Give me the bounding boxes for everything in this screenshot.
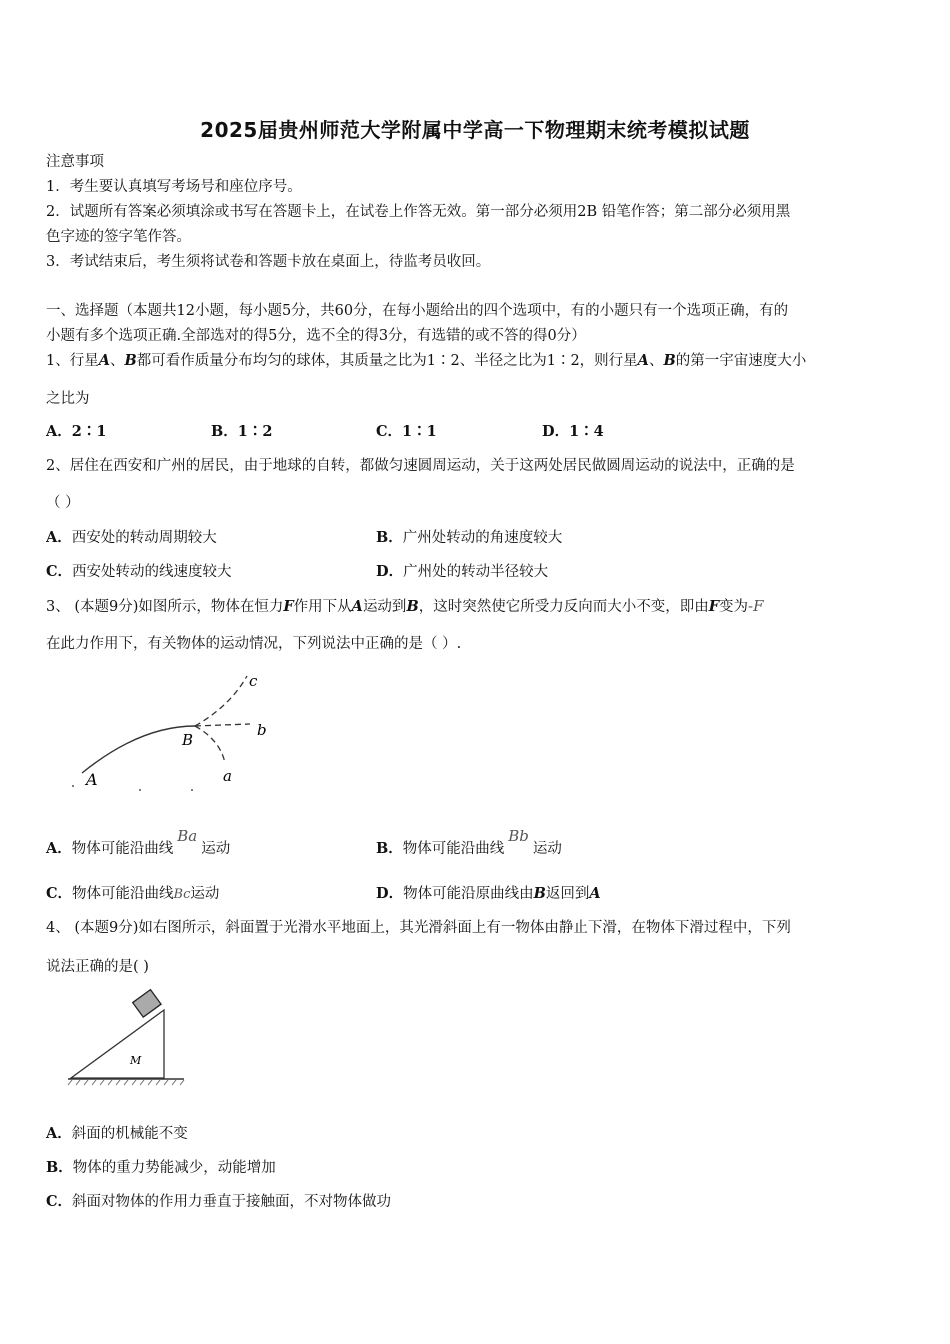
option-var: Ba — [177, 827, 198, 845]
fig-dot — [72, 785, 74, 787]
fig-label-b-point: B — [182, 731, 194, 749]
option-text: 物体可能沿原曲线由 — [403, 886, 534, 902]
q1-option-c[interactable] — [376, 422, 437, 442]
option-text: 运动 — [190, 886, 220, 902]
q3-var-b: B — [406, 598, 419, 615]
option-text: 运动 — [532, 841, 562, 857]
option-label: C． — [46, 563, 73, 580]
option-text: 运动 — [201, 841, 231, 857]
sliding-block — [133, 990, 161, 1017]
option-text: 1∶4 — [569, 423, 604, 440]
trajectory-curve-bc — [195, 676, 247, 726]
option-text: 2∶1 — [71, 423, 107, 440]
q3-var-f: F — [708, 598, 719, 615]
q3-stem-part: 作用下从 — [293, 599, 352, 615]
q4-option-b[interactable] — [46, 1158, 276, 1178]
q3-var-a: A — [351, 598, 363, 615]
trajectory-curve-ab — [82, 726, 195, 773]
notice-item-2-cont: 色字迹的签字笔作答。 — [46, 229, 191, 245]
option-label: D． — [376, 885, 404, 902]
option-label: A． — [46, 840, 72, 857]
option-label: C． — [376, 423, 403, 440]
q1-option-a[interactable] — [46, 422, 106, 442]
q2-option-a[interactable] — [46, 528, 217, 548]
q3-stem-part: 运动到 — [362, 599, 407, 615]
option-label: B． — [376, 529, 403, 546]
q1-var-b: B — [124, 352, 137, 369]
fig-dot — [139, 789, 141, 791]
q4-option-a[interactable] — [46, 1124, 188, 1144]
q2-option-b[interactable] — [376, 528, 562, 548]
q1-option-d[interactable] — [542, 422, 604, 442]
q3-option-b[interactable] — [376, 827, 562, 859]
option-var: Bc — [173, 887, 191, 902]
option-label: B． — [46, 1159, 73, 1176]
q1-option-b[interactable] — [211, 422, 272, 442]
q2-option-c[interactable] — [46, 562, 232, 582]
fig-label-a-curve: a — [223, 767, 232, 785]
q2-stem: 2、居住在西安和广州的居民，由于地球的自转，都做匀速圆周运动，关于这两处居民做圆周运动的说法中，正确的是 — [46, 458, 795, 474]
q3-stem-part: ，这时突然使它所受力反向而大小不变，即由 — [418, 599, 709, 615]
option-text: 斜面的机械能不变 — [71, 1126, 188, 1142]
notice-item-1: 1．考生要认真填写考场号和座位序号。 — [46, 179, 302, 195]
q1-stem-part: 都可看作质量分布均匀的球体，其质量之比为1∶2、半径之比为1∶2，则行星 — [136, 353, 638, 369]
incline-label-m: M — [130, 1054, 142, 1067]
q1-var-a: A — [98, 352, 110, 369]
q4-stem-cont: 说法正确的是( ) — [46, 959, 149, 975]
option-label: B． — [376, 840, 403, 857]
q1-stem — [46, 351, 908, 371]
q1-stem-part: 1、行星 — [46, 353, 99, 369]
option-label: C． — [46, 1193, 73, 1210]
option-var: A — [589, 885, 601, 902]
option-text: 物体可能沿曲线 — [402, 841, 505, 857]
option-text: 物体可能沿曲线 — [71, 841, 174, 857]
fig-label-c-curve: c — [249, 672, 258, 690]
q4-option-c[interactable] — [46, 1192, 391, 1212]
q3-stem-cont: 在此力作用下，有关物体的运动情况，下列说法中正确的是（ ）. — [46, 636, 462, 652]
fig-label-a-start: A — [86, 770, 98, 789]
option-label: D． — [376, 563, 404, 580]
q3-option-a[interactable] — [46, 827, 231, 859]
ground-hatch — [68, 1080, 184, 1085]
option-text: 斜面对物体的作用力垂直于接触面，不对物体做功 — [72, 1194, 392, 1210]
q3-stem-part: 变为 — [719, 599, 748, 615]
option-text: 广州处的转动半径较大 — [403, 564, 549, 580]
option-text: 物体可能沿曲线 — [72, 886, 174, 902]
section-header-line1: 一、选择题（本题共12小题，每小题5分，共60分，在每小题给出的四个选项中，有的小题只有一个选项正确，有的 — [46, 303, 789, 319]
q3-option-c[interactable] — [46, 884, 219, 905]
option-var: Bb — [508, 827, 529, 845]
q1-stem-cont: 之比为 — [46, 391, 90, 407]
option-text: 物体的重力势能减少，动能增加 — [72, 1160, 276, 1176]
q3-neg-f: -F — [748, 597, 764, 615]
option-label: A． — [46, 529, 72, 546]
section-header-line2: 小题有多个选项正确.全部选对的得5分，选不全的得3分，有选错的或不答的得0分） — [46, 328, 586, 344]
q1-var-b: B — [663, 352, 676, 369]
q1-sep: 、 — [648, 353, 664, 369]
q3-stem-part: 3、 (本题9分)如图所示，物体在恒力 — [46, 599, 284, 615]
option-text: 西安处转动的线速度较大 — [72, 564, 232, 580]
trajectory-curve-ba — [195, 726, 225, 763]
q4-incline-figure — [46, 988, 196, 1088]
incline-wedge — [71, 1010, 164, 1078]
q2-option-d[interactable] — [376, 562, 548, 582]
trajectory-line-bb — [195, 724, 250, 726]
option-label: A． — [46, 1125, 72, 1142]
option-text: 1∶1 — [402, 423, 437, 440]
fig-dot — [191, 789, 193, 791]
q1-var-a: A — [637, 352, 649, 369]
q3-var-f: F — [283, 598, 294, 615]
q1-stem-part: 的第一宇宙速度大小 — [675, 353, 807, 369]
notice-item-2: 2．试题所有答案必须填涂或书写在答题卡上，在试卷上作答无效。第一部分必须用2B 铅笔作答；第二部分必须用黑 — [46, 204, 791, 220]
option-var: B — [533, 885, 546, 902]
option-text: 返回到 — [545, 886, 590, 902]
option-text: 西安处的转动周期较大 — [71, 530, 217, 546]
option-label: B． — [211, 423, 238, 440]
q4-stem: 4、 (本题9分)如右图所示，斜面置于光滑水平地面上，其光滑斜面上有一物体由静止下滑，在物体下滑过程中，下列 — [46, 920, 791, 936]
option-text: 1∶2 — [237, 423, 273, 440]
option-text: 广州处转动的角速度较大 — [402, 530, 563, 546]
q1-sep: 、 — [110, 353, 125, 369]
option-label: C． — [46, 885, 73, 902]
q3-stem — [46, 596, 908, 617]
q2-stem-cont: （ ） — [46, 495, 80, 511]
notice-heading: 注意事项 — [46, 154, 104, 170]
fig-label-b-curve: b — [257, 721, 267, 739]
notice-item-3: 3．考试结束后，考生须将试卷和答题卡放在桌面上，待监考员收回。 — [46, 254, 491, 270]
option-label: A． — [46, 423, 72, 440]
option-label: D． — [542, 423, 570, 440]
exam-title: 2025届贵州师范大学附属中学高一下物理期末统考模拟试题 — [200, 118, 750, 142]
q3-trajectory-figure — [60, 668, 290, 798]
q3-option-d[interactable] — [376, 884, 601, 904]
